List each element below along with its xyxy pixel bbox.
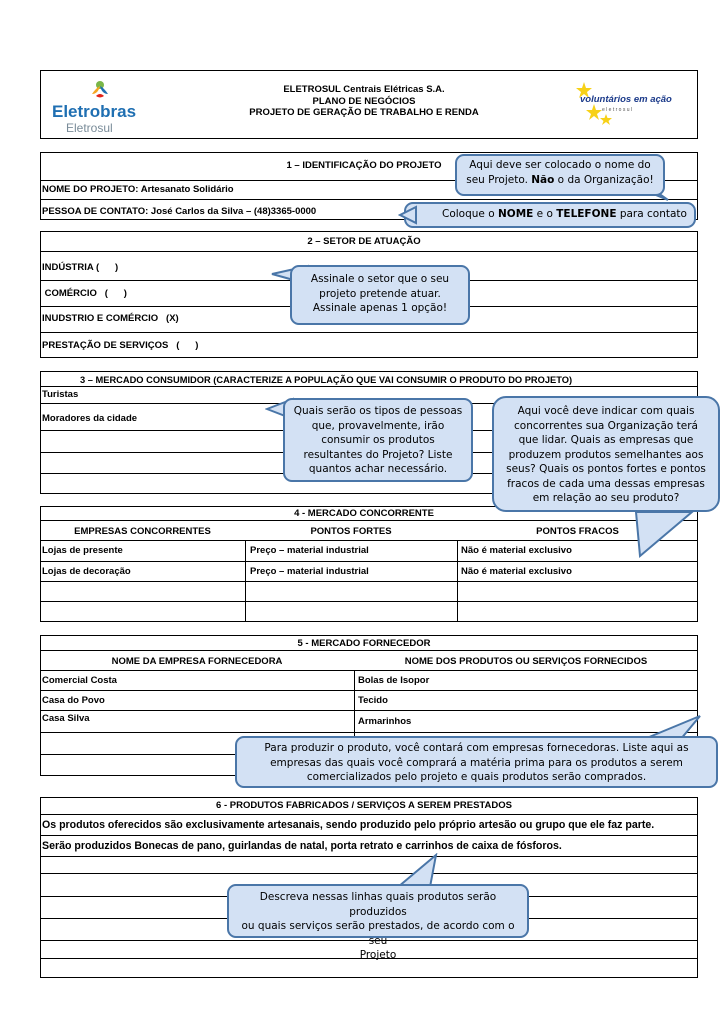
contact-field[interactable]: PESSOA DE CONTATO: José Carlos da Silva – (48)3365-0000 [42,206,317,217]
voluntarios-logo [572,80,697,132]
callout-text: ou quais serviços serão prestados, de acordo com o seu [241,920,515,947]
callout-consumers [283,398,473,482]
table-cell[interactable]: Lojas de decoração [42,566,131,577]
divider [40,386,698,387]
callout-text-bold: Não [531,173,555,186]
callout-text: produzem produtos semelhantes aos [508,448,704,461]
callout-text: Descreva nessas linhas quais produtos serão produzidos [259,891,497,918]
callout-text: empresas das quais você comprará a matéria prima para os produtos a serem [270,756,683,769]
callout-text-bold: NOME [497,208,534,220]
callout-suppliers [235,736,718,788]
callout-text: que, provavelmente, irão [311,419,445,432]
header-line2: PLANO DE NEGÓCIOS [312,96,416,107]
section2-title: 2 – SETOR DE ATUAÇÃO [307,236,421,247]
project-name-field[interactable]: NOME DO PROJETO: Artesanato Solidário [42,184,234,195]
callout-text: o da Organização! [554,173,654,186]
callout-text: comercializados pelo projeto e quais produtos serão comprados. [306,771,647,783]
callout-text: Coloque o [442,208,498,220]
callout-text: Para produzir o produto, você contará com empresas fornecedoras. Liste aqui as [264,742,689,754]
divider [40,856,698,857]
table-cell[interactable]: Não é material exclusivo [461,566,572,577]
callout-text-bold: TELEFONE [556,208,617,220]
callout-pointer [398,205,418,225]
divider [40,540,698,541]
callout-text: que lidar. Quais as empresas que [518,434,694,446]
products-row[interactable]: Serão produzidos Bonecas de pano, guirlandas de natal, porta retrato e carrinhos de caixa de fósforos. [42,840,562,852]
divider [40,650,698,651]
col-header: EMPRESAS CONCORRENTES [74,526,211,537]
table-cell[interactable]: Casa do Povo [42,695,105,706]
option-comercio[interactable]: COMÉRCIO ( ) [42,288,127,299]
callout-text: Assinale o setor que o seu [310,273,450,285]
table-cell[interactable]: Casa Silva [42,713,90,724]
divider [40,601,698,602]
divider [40,561,698,562]
section3-title: 3 – MERCADO CONSUMIDOR (CARACTERIZE A POPULAÇÃO QUE VAI CONSUMIR O PRODUTO DO PROJETO) [80,375,573,385]
divider [40,814,698,815]
table-cell[interactable]: Preço – material industrial [250,545,369,556]
callout-text: Aqui você deve indicar com quais [517,405,695,417]
callout-products [227,884,529,961]
callout-competitors [492,396,720,512]
table-cell[interactable]: Lojas de presente [42,545,123,556]
divider [40,332,698,333]
logo-company: Eletrobras [52,102,137,121]
divider [40,710,698,711]
divider [40,873,698,874]
star-icon [572,80,697,132]
section4-box [40,506,698,622]
divider [40,690,698,691]
callout-text [463,173,657,188]
col-header: PONTOS FRACOS [536,526,619,537]
divider [40,520,698,521]
callout-text: seus? Quais os pontos fortes e pontos [506,463,706,475]
logo-voluntarios: voluntários em ação [580,94,672,105]
divider [457,540,458,622]
callout-text: Aqui deve ser colocado o nome do [469,159,651,171]
callout-project-name [455,154,665,196]
section1-title: 1 – IDENTIFICAÇÃO DO PROJETO [286,160,442,171]
divider [40,670,698,671]
col-header: NOME DA EMPRESA FORNECEDORA [111,656,283,667]
header-line3: PROJETO DE GERAÇÃO DE TRABALHO E RENDA [249,107,479,118]
callout-pointer [632,510,712,560]
callout-text: resultantes do Projeto? Liste [303,448,453,461]
divider [245,540,246,622]
consumer-row[interactable]: Moradores da cidade [42,413,138,424]
eletrobras-logo [52,72,144,136]
table-cell[interactable]: Armarinhos [358,716,412,727]
consumer-row[interactable]: Turistas [42,389,79,400]
callout-text: Assinale apenas 1 opção! [312,302,448,314]
option-servicos[interactable]: PRESTAÇÃO DE SERVIÇOS ( ) [42,340,199,351]
table-cell[interactable]: Preço – material industrial [250,566,369,577]
callout-text: consumir os produtos [321,434,435,446]
callout-text: Projeto [359,949,397,961]
logo-voluntarios-sub: e l e t r o s u l [602,107,633,113]
callout-text: em relação ao seu produto? [532,492,680,504]
section4-title: 4 - MERCADO CONCORRENTE [294,508,434,519]
callout-text: Quais serão os tipos de pessoas [293,405,463,417]
callout-sector [290,265,470,325]
callout-contact [404,202,696,228]
header-line1: ELETROSUL Centrais Elétricas S.A. [283,84,445,95]
products-row[interactable]: Os produtos oferecidos são exclusivamente artesanais, sendo produzido pelo próprio artesão ou grupo que ele faz parte. [42,819,655,831]
divider [40,581,698,582]
divider [40,835,698,836]
table-cell[interactable]: Bolas de Isopor [358,675,430,686]
callout-text: para contato [616,208,687,220]
col-header: PONTOS FORTES [310,526,392,537]
section6-title: 6 - PRODUTOS FABRICADOS / SERVIÇOS A SEREM PRESTADOS [216,800,512,811]
col-header: NOME DOS PRODUTOS OU SERVIÇOS FORNECIDOS [404,656,648,667]
callout-text: concorrentes sua Organização terá [514,419,698,432]
callout-text: quantos achar necessário. [308,463,448,475]
table-cell[interactable]: Comercial Costa [42,675,117,686]
callout-text: projeto pretende atuar. [319,287,441,300]
callout-text: fracos de cada uma dessas empresas [507,477,705,490]
section5-title: 5 - MERCADO FORNECEDOR [297,638,431,649]
logo-subsidiary: Eletrosul [66,121,113,135]
divider [40,732,698,733]
table-cell[interactable]: Tecido [358,695,388,706]
callout-text: e o [533,208,557,220]
option-industria[interactable]: INDÚSTRIA ( ) [42,262,119,273]
divider [40,251,698,252]
callout-text: seu Projeto. [466,173,532,186]
option-industria-comercio[interactable]: INUDSTRIO E COMÉRCIO (X) [42,313,179,324]
table-cell[interactable]: Não é material exclusivo [461,545,572,556]
